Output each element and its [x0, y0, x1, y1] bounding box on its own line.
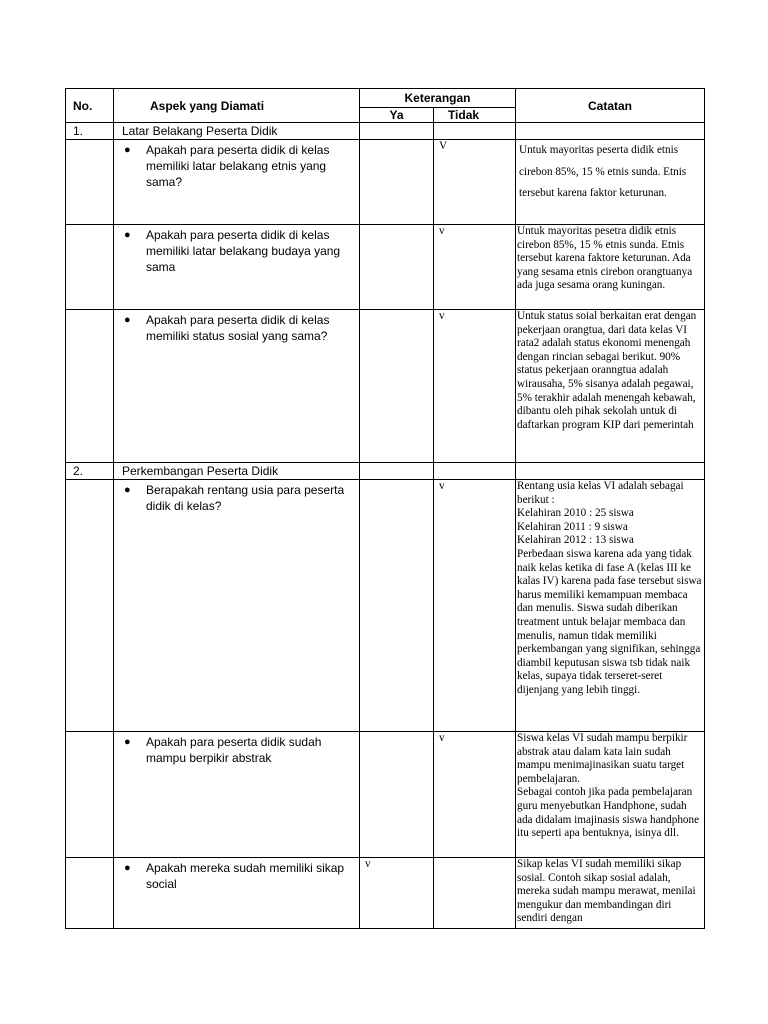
ya-mark	[360, 225, 434, 310]
bullet-icon: ●	[124, 229, 131, 241]
table-row	[66, 225, 705, 310]
section-title: Perkembangan Peserta Didik	[114, 463, 360, 480]
note-cell: Untuk status soial berkaitan erat dengan pekerjaan orangtua, dari data kelas VI rata2 adalah status ekonomi menengah dengan rincian sebagai berikut. 90% status pekerjaan oranngtua adalah wirausaha, 5% sisanya adalah pegawai, 5% terakhir adalah menengah kebawah, dibantu oleh pihak sekolah untuk di daftarkan program KIP dari pemerintah	[516, 310, 705, 463]
question-cell	[114, 858, 360, 929]
empty-cell	[434, 463, 516, 480]
empty-cell	[66, 858, 114, 929]
note-cell: Untuk mayoritas pesetra didik etnis cirebon 85%, 15 % etnis sunda. Etnis tersebut karena faktore keturunan. Ada yang sesama etnis cirebon orangtuanya ada juga sesama orang kuningan.	[516, 225, 705, 310]
header-ya: Ya	[360, 108, 434, 123]
bullet-icon: ●	[124, 314, 131, 326]
table-row	[66, 480, 705, 732]
ya-mark	[360, 140, 434, 225]
ya-mark	[360, 310, 434, 463]
ya-mark: v	[360, 858, 434, 929]
bullet-icon: ●	[124, 144, 131, 156]
header-catatan: Catatan	[516, 89, 705, 123]
section-number: 1.	[66, 123, 114, 140]
section-row	[66, 463, 705, 480]
question-cell	[114, 480, 360, 732]
question-cell	[114, 310, 360, 463]
ya-mark	[360, 480, 434, 732]
note-line: Sebagai contoh jika pada pembelajaran guru menyebutkan Handphone, sudah ada didalam imajinasis siswa handphone itu seperti apa bentuknya, isinya dll.	[517, 786, 700, 840]
question-cell	[114, 140, 360, 225]
question-text: Apakah para peserta didik sudah mampu berpikir abstrak	[146, 735, 322, 765]
empty-cell	[360, 463, 434, 480]
observation-table	[65, 88, 705, 929]
question-text: Apakah para peserta didik di kelas memiliki status sosial yang sama?	[146, 313, 330, 343]
note-line: Kelahiran 2012 : 13 siswa	[517, 534, 634, 547]
question-text: Apakah para peserta didik di kelas memiliki latar belakang budaya yang sama	[146, 228, 341, 274]
header-no: No.	[66, 89, 114, 123]
note-cell: Untuk mayoritas peserta didik etnis cirebon 85%, 15 % etnis sunda. Etnis tersebut karena faktor keturunan.	[516, 140, 705, 225]
tidak-mark: v	[434, 310, 516, 463]
empty-cell	[66, 732, 114, 858]
header-aspect: Aspek yang Diamati	[114, 89, 360, 123]
bullet-icon: ●	[124, 736, 131, 748]
tidak-mark: v	[434, 225, 516, 310]
header-tidak: Tidak	[434, 108, 516, 123]
empty-cell	[66, 310, 114, 463]
empty-cell	[434, 123, 516, 140]
note-line: Kelahiran 2010 : 25 siswa	[517, 507, 634, 520]
question-text: Apakah mereka sudah memiliki sikap social	[146, 861, 345, 891]
question-cell	[114, 225, 360, 310]
bullet-icon: ●	[124, 862, 131, 874]
note-line: Kelahiran 2011 : 9 siswa	[517, 520, 628, 533]
question-text: Apakah para peserta didik di kelas memiliki latar belakang etnis yang sama?	[146, 143, 330, 189]
note-line: Siswa kelas VI sudah mampu berpikir abstrak atau dalam kata lain sudah mampu menimajinasikan suatu target pembelajaran.	[517, 732, 688, 785]
empty-cell	[360, 123, 434, 140]
header-keterangan: Keterangan	[360, 89, 516, 108]
tidak-mark	[434, 858, 516, 929]
ya-mark	[360, 732, 434, 858]
table-row	[66, 732, 705, 858]
section-title: Latar Belakang Peserta Didik	[114, 123, 360, 140]
table-row	[66, 310, 705, 463]
note-line: Perbedaan siswa karena ada yang tidak naik kelas ketika di fase A (kelas III ke kalas IV) karena pada fase tersebut siswa harus memiliki kemampuan membaca dan menulis. Siswa sudah diberikan treatment untuk belajar membaca dan menulis, namun tidak memiliki perkembangan yang signifikan, sehingga diambil keputusan siswa tsb tidak naik kelas, supaya tidak terseret-seret dijenjang yang lebih tinggi.	[517, 547, 702, 696]
empty-cell	[66, 480, 114, 732]
bullet-icon: ●	[124, 484, 131, 496]
table-row	[66, 858, 705, 929]
tidak-mark: V	[434, 140, 516, 225]
empty-cell	[516, 463, 705, 480]
note-cell	[516, 732, 705, 858]
empty-cell	[66, 140, 114, 225]
table-row	[66, 140, 705, 225]
empty-cell	[516, 123, 705, 140]
note-cell	[516, 480, 705, 732]
tidak-mark: v	[434, 480, 516, 732]
note-line: Rentang usia kelas VI adalah sebagai berikut :	[517, 480, 684, 506]
note-cell: Sikap kelas VI sudah memiliki sikap sosial. Contoh sikap sosial adalah, mereka sudah mampu merawat, menilai mengukur dan membandingan diri sendiri dengan	[516, 858, 705, 929]
question-text: Berapakah rentang usia para peserta didik di kelas?	[146, 483, 345, 513]
empty-cell	[66, 225, 114, 310]
section-row	[66, 123, 705, 140]
tidak-mark: v	[434, 732, 516, 858]
question-cell	[114, 732, 360, 858]
section-number: 2.	[66, 463, 114, 480]
